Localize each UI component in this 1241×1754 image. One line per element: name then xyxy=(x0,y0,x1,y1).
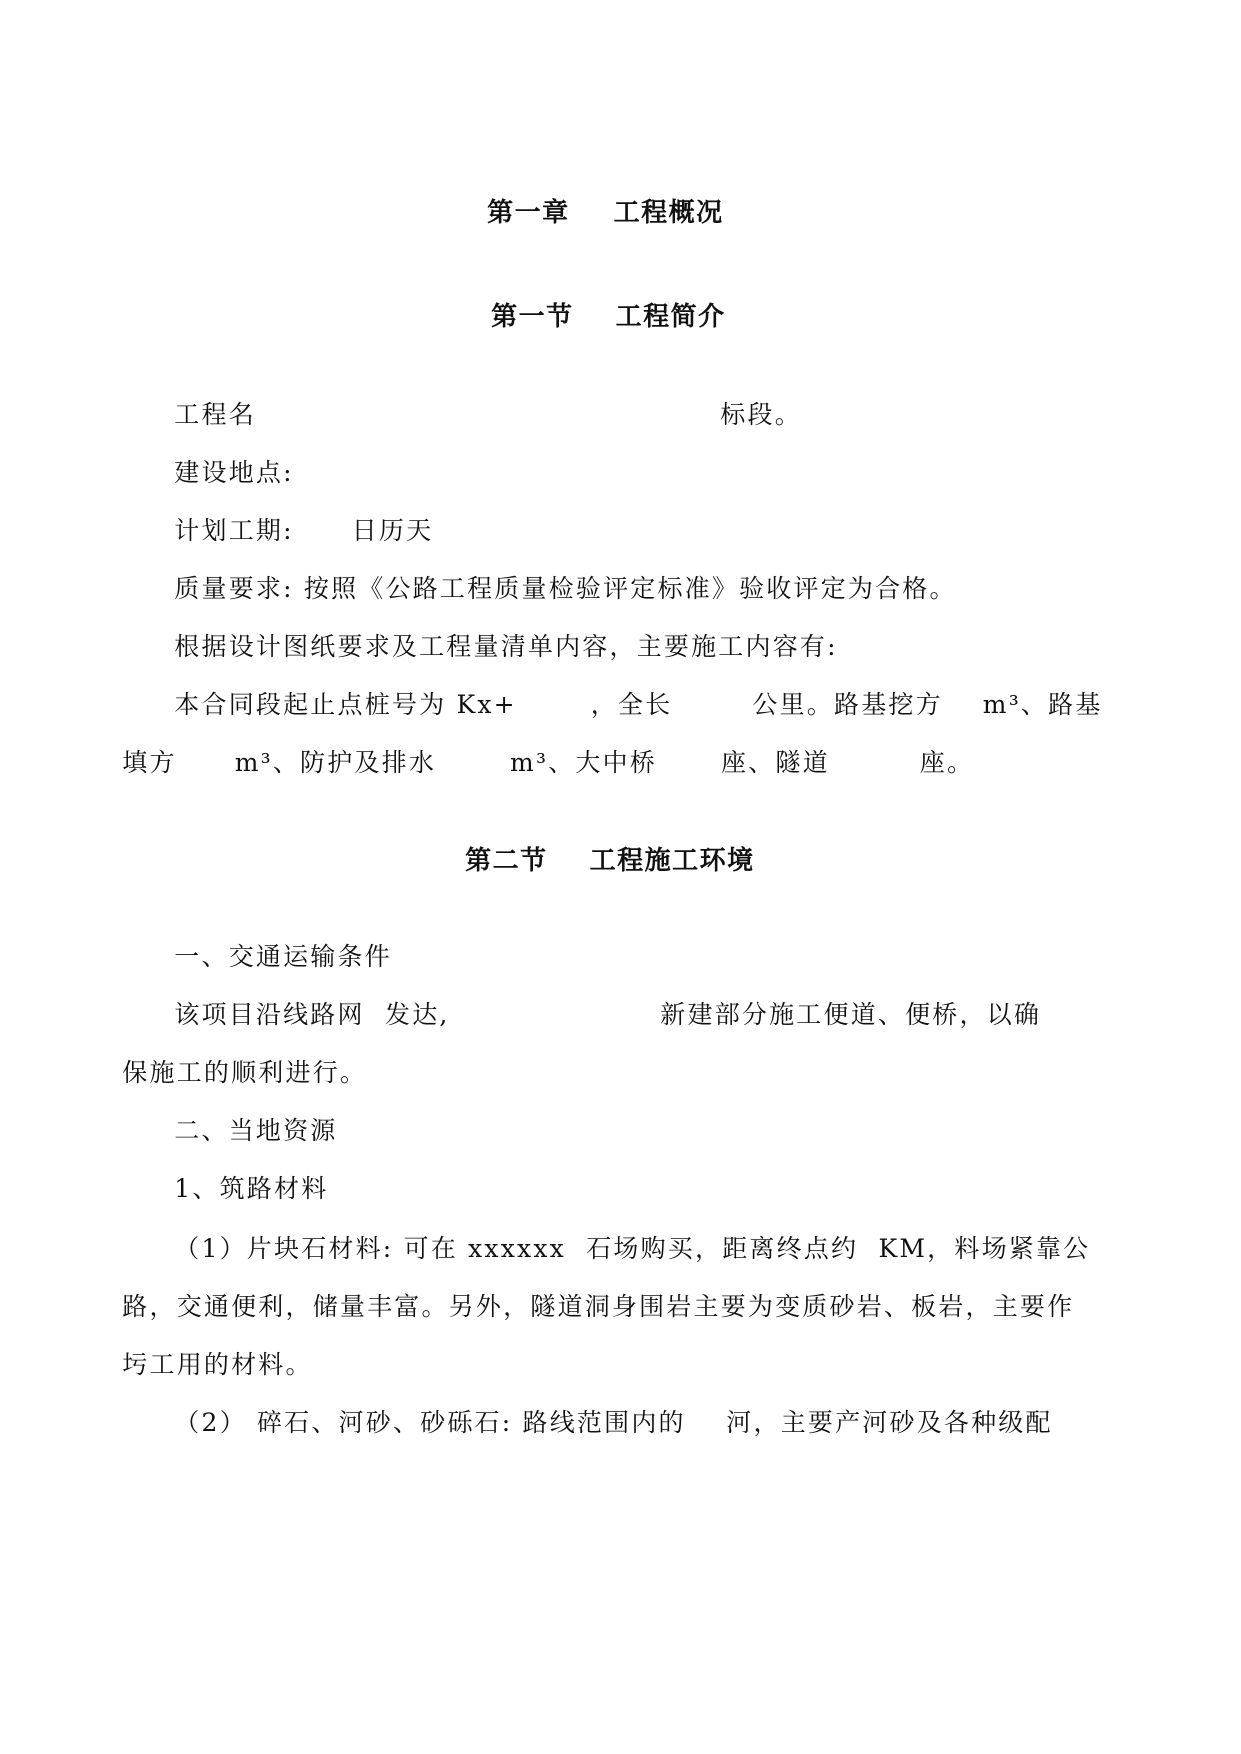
scope-line-2: 填方 m³、防护及排水 m³、大中桥 座、隧道 座。 xyxy=(122,748,975,777)
section2-title: 工程施工环境 xyxy=(589,846,755,876)
period-line xyxy=(154,486,433,546)
scope-line-1: 本合同段起止点桩号为 Kx+ ，全长 公里。路基挖方 m³、路基 xyxy=(174,690,1103,719)
location-label: 建设地点: xyxy=(174,458,294,487)
location-line xyxy=(154,428,294,488)
chapter-title: 工程概况 xyxy=(613,198,724,228)
item1-line-2: 保施工的顺利进行。 xyxy=(122,1058,368,1087)
project-name-line xyxy=(154,370,256,430)
period-unit: 日历天 xyxy=(351,516,434,545)
section2-number: 第二节 xyxy=(465,846,548,876)
period-label: 计划工期: xyxy=(174,516,294,545)
chapter-heading xyxy=(466,168,724,228)
item2-sub1: 1、筑路材料 xyxy=(174,1174,329,1203)
item2-heading: 二、当地资源 xyxy=(174,1116,338,1145)
section1-title: 工程简介 xyxy=(615,302,726,332)
scope-intro-line xyxy=(154,602,838,662)
item1-line-1a: 该项目沿线路网 发达, xyxy=(174,1000,450,1029)
scope-intro: 根据设计图纸要求及工程量清单内容，主要施工内容有: xyxy=(174,632,838,661)
chapter-number: 第一章 xyxy=(487,198,570,228)
project-name-suffix: 标段。 xyxy=(720,400,802,429)
project-name-label: 工程名 xyxy=(174,400,256,429)
item1-line-1b: 新建部分施工便道、便桥，以确 xyxy=(660,1000,1042,1029)
material2-line-1: （2） 碎石、河砂、砂砾石: 路线范围内的 河，主要产河砂及各种级配 xyxy=(174,1408,1053,1437)
section1-number: 第一节 xyxy=(491,302,574,332)
quality-text: 质量要求: 按照《公路工程质量检验评定标准》验收评定为合格。 xyxy=(174,574,957,603)
material1-line-1: （1）片块石材料: 可在 xxxxxx 石场购买，距离终点约 KM，料场紧靠公 xyxy=(174,1234,1091,1263)
quality-line xyxy=(154,544,957,604)
item1-heading: 一、交通运输条件 xyxy=(174,942,392,971)
material1-line-3: 圬工用的材料。 xyxy=(122,1350,313,1379)
section2-heading xyxy=(444,816,755,876)
material1-line-2: 路，交通便利，储量丰富。另外，隧道洞身围岩主要为变质砂岩、板岩，主要作 xyxy=(122,1292,1075,1321)
section1-heading xyxy=(470,272,726,332)
